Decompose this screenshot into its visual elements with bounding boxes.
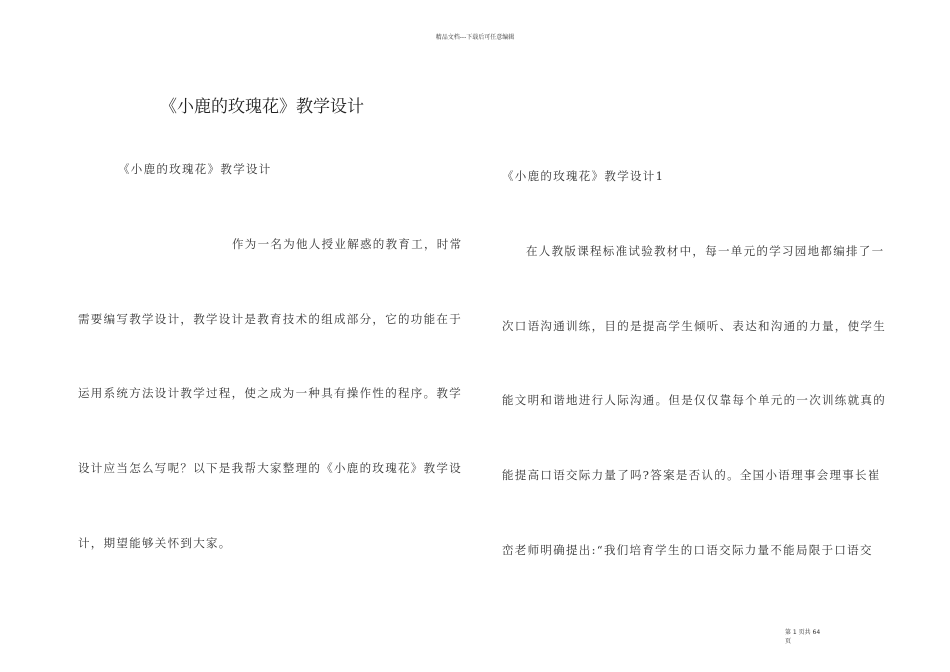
right-line: 能提高口语交际力量了吗?答案是否认的。全国小语理事会理事长崔 [502,468,881,482]
left-line: 作为一名为他人授业解惑的教育工，时常 [232,237,463,251]
left-line: 计，期望能够关怀到大家。 [78,536,232,550]
page-number-suffix: 页 [785,638,792,645]
left-line: 运用系统方法设计教学过程，使之成为一种具有操作性的程序。教学 [78,386,462,400]
document-title: 《小鹿的玫瑰花》教学设计 [160,97,364,117]
right-line: 次口语沟通训练，目的是提高学生倾听、表达和沟通的力量，使学生 [502,319,886,333]
right-line: 能文明和谐地进行人际沟通。但是仅仅靠每个单元的一次训练就真的 [502,393,886,407]
right-line: 在人教版课程标准试验教材中，每一单元的学习园地都编排了一 [526,244,885,258]
left-line: 需要编写教学设计，教学设计是教育技术的组成部分，它的功能在于 [78,312,462,326]
page-number: 第 1 页共 64 [785,629,821,636]
header-note: 精品文档---下载后可任意编辑 [435,34,515,41]
left-line: 设计应当怎么写呢？以下是我帮大家整理的《小鹿的玫瑰花》教学设 [78,461,462,475]
left-subtitle: 《小鹿的玫瑰花》教学设计 [118,162,272,176]
right-line: 峦老师明确提出:“我们培育学生的口语交际力量不能局限于口语交 [502,543,873,557]
right-subtitle: 《小鹿的玫瑰花》教学设计1 [502,169,665,183]
